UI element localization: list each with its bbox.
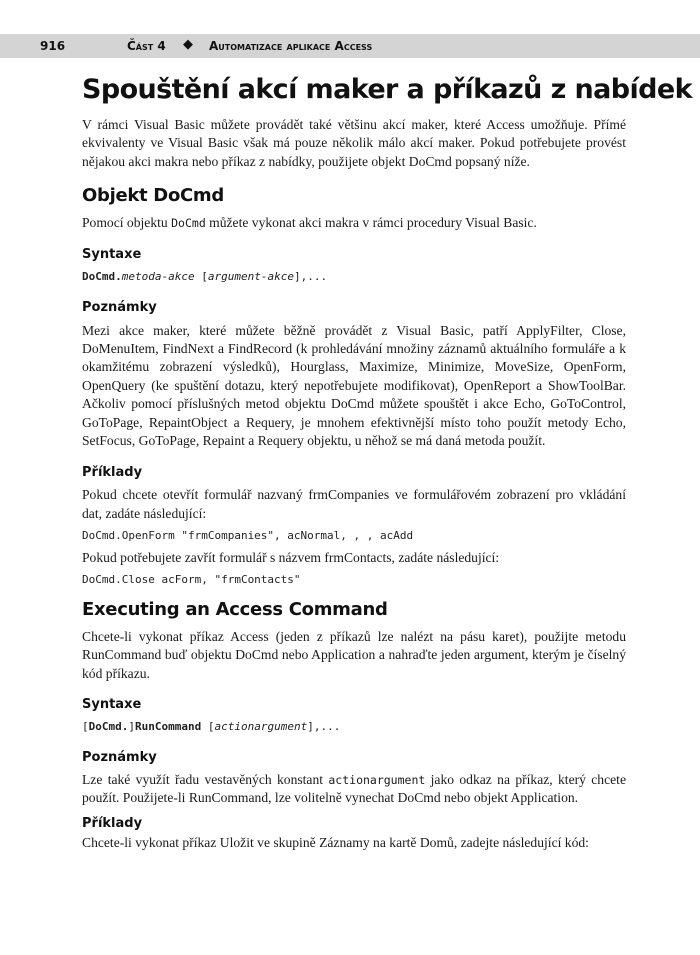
syntax-optional-close: ] [128, 719, 135, 733]
runcommand-example-text: Chcete-li vykonat příkaz Uložit ve skupině Záznamy na kartě Domů, zadejte následující kód: [82, 834, 589, 850]
runcommand-notes-text-end: jako odkaz na příkaz, který chcete použít. Použijete-li RunCommand, lze volitelně vynechat DoCmd nebo objekt Application. [82, 771, 626, 806]
syntax-object: DoCmd. [82, 269, 122, 283]
docmd-heading: Objekt DoCmd [82, 185, 224, 207]
runcommand-description: Chcete-li vykonat příkaz Access (jeden z příkazů lze nalézt na pásu karet), použijte metodu RunCommand buď objektu DoCmd nebo Application a nahraďte jeden argument, kterým je číselný kód příkazu. [82, 628, 626, 681]
docmd-code-inline: DoCmd [171, 216, 206, 231]
docmd-desc-text-end: můžete vykonat akci makra v rámci procedury Visual Basic. [205, 215, 537, 231]
runcommand-notes-heading: Poznámky [82, 749, 157, 765]
docmd-syntax-heading: Syntaxe [82, 246, 142, 262]
syntax-bracket-close: ],... [307, 719, 341, 733]
page-number: 916 [40, 39, 66, 53]
syntax-argument: argument-akce [207, 269, 294, 283]
example2-text: Pokud potřebujete zavřít formulář s názvem frmContacts, zadáte následující: [82, 550, 500, 566]
docmd-syntax-line [82, 268, 626, 286]
syntax-method: metoda-akce [121, 269, 195, 283]
section-title: Spouštění akcí maker a příkazů z nabídek [82, 74, 692, 105]
syntax-argument: actionargument [214, 719, 308, 733]
syntax-bracket-open: [ [201, 719, 215, 733]
syntax-bracket-open: [ [194, 269, 208, 283]
runcommand-notes-text: Lze také využít řadu vestavěných konstant [82, 771, 329, 787]
runcommand-heading: Executing an Access Command [82, 598, 388, 620]
diamond-separator-icon: ◆ [183, 37, 193, 52]
docmd-desc-text: Pomocí objektu [82, 215, 172, 231]
syntax-method: RunCommand [135, 719, 202, 733]
runcommand-syntax-heading: Syntaxe [82, 696, 142, 712]
running-header [0, 34, 700, 58]
example1-code: DoCmd.OpenForm "frmCompanies", acNormal, , , acAdd [82, 529, 414, 543]
runcommand-examples-heading: Příklady [82, 815, 143, 831]
syntax-optional-open: [ [82, 719, 89, 733]
chapter-title: Automatizace aplikace Access [209, 39, 373, 53]
example2-code: DoCmd.Close acForm, "frmContacts" [82, 572, 301, 586]
docmd-notes: Mezi akce maker, které můžete běžně provádět z Visual Basic, patří ApplyFilter, Close, DoMenuItem, FindNext a FindRecord (k prohledávání množiny záznamů aktuálního formuláře a k okamžitému zobrazení výsledků), Hourglass, Maximize, Minimize, MoveSize, OpenForm, OpenQuery (ke spuštění dotazu, který nepotřebujete modifikovat), OpenReport a ShowToolBar. Ačkoliv pomocí příslušných metod objektu DoCmd můžete spouštět i akce Echo, GoToControl, GoToPage, RepaintObject a Requery, je mnohem efektivnější místo toho použít metody Echo, SetFocus, GoToPage, Repaint a Requery objektu, u něhož se má daná metoda použít. [82, 322, 626, 449]
syntax-bracket-close: ],... [293, 269, 328, 283]
section-intro: V rámci Visual Basic můžete provádět také většinu akcí maker, které Access umožňuje. Přímé ekvivalenty ve Visual Basic však má pouze několik málo akcí maker. Pokud potřebujete provést nějakou akci makra nebo příkaz z nabídky, použijete objekt DoCmd popsaný níže. [82, 117, 626, 169]
part-label: Část 4 [127, 39, 166, 53]
runcommand-notes [82, 771, 626, 808]
docmd-description [82, 214, 626, 232]
docmd-examples-heading: Příklady [82, 465, 143, 481]
page-body [82, 72, 692, 852]
runcommand-syntax-line [82, 718, 626, 736]
example1-text: Pokud chcete otevřít formulář nazvaný frmCompanies ve formulářovém zobrazení pro vkládání dat, zadáte následující: [82, 487, 626, 521]
syntax-object: DoCmd. [88, 719, 129, 733]
docmd-notes-heading: Poznámky [82, 299, 157, 315]
runcommand-code-inline: actionargument [328, 772, 426, 787]
